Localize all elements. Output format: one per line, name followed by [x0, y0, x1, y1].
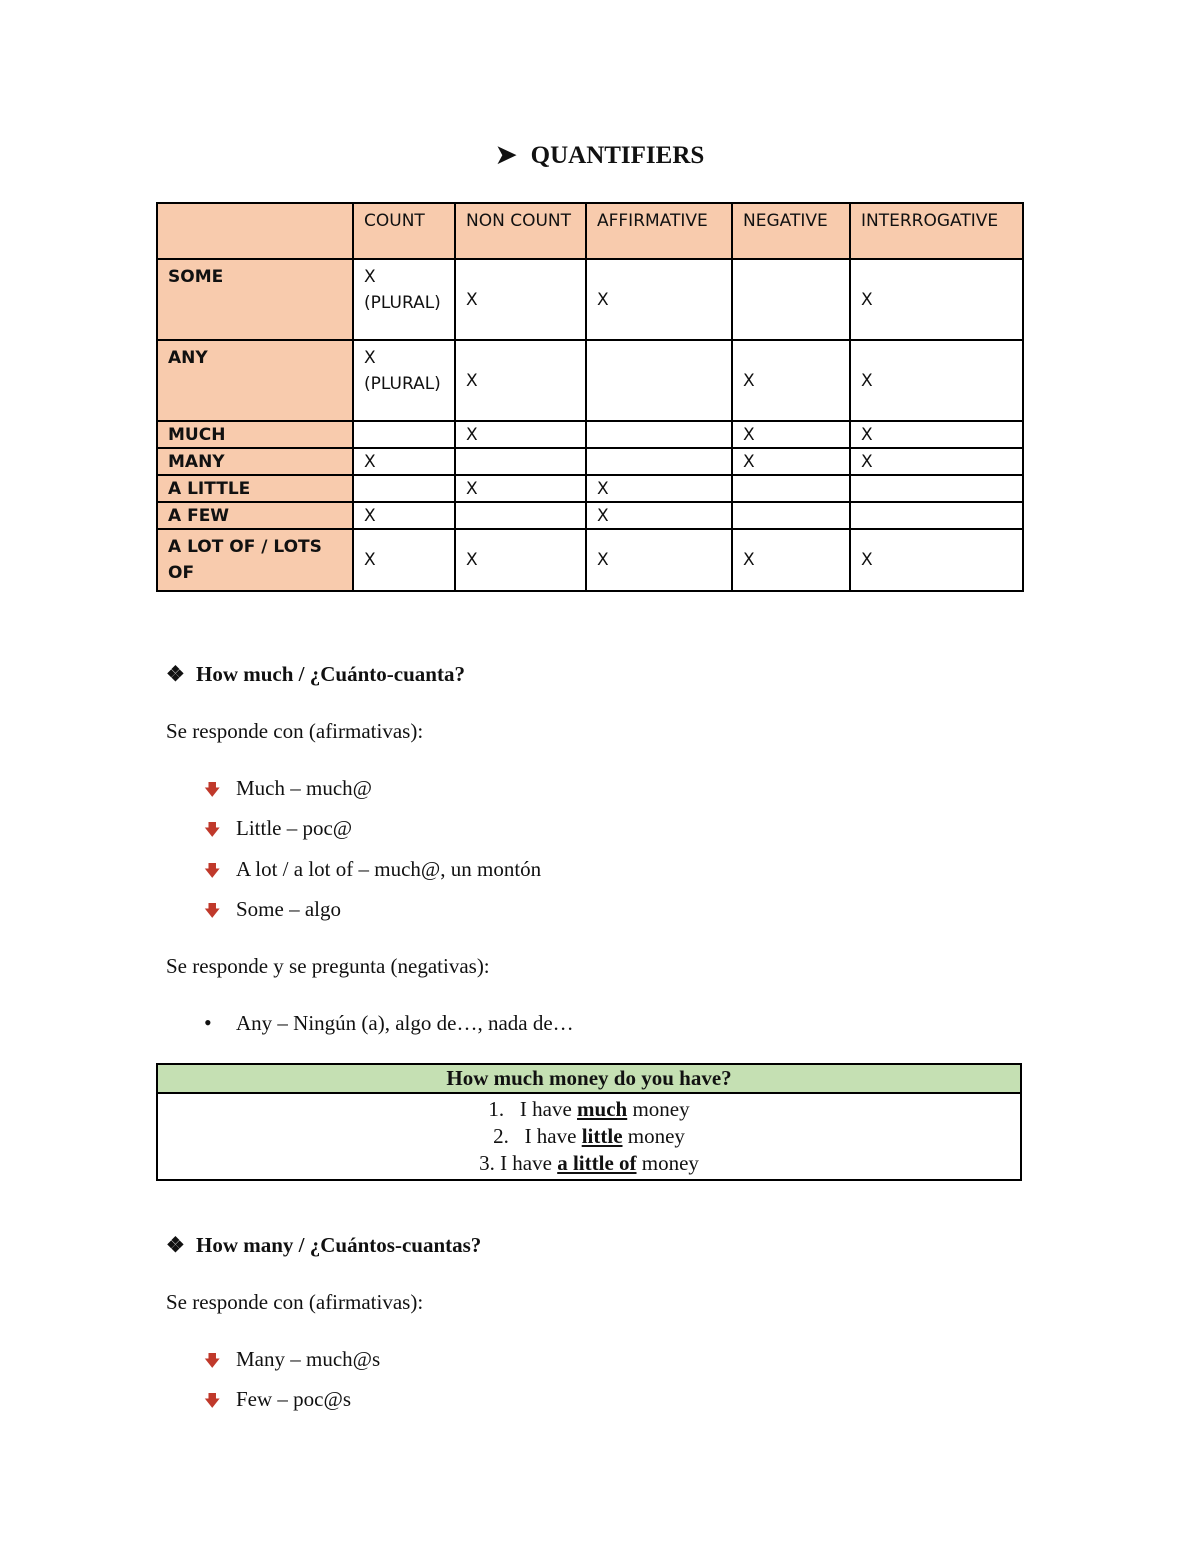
table-cell: X: [732, 340, 850, 421]
table-cell: X: [455, 475, 586, 502]
table-cell: X: [850, 259, 1023, 340]
table-cell: X: [353, 529, 455, 591]
table-row: [157, 529, 1023, 591]
arrow-down-bullet-icon: 🡇: [204, 822, 221, 839]
line-number: 2.: [493, 1124, 509, 1148]
line-post: money: [641, 1151, 699, 1175]
header-cell-negative: NEGATIVE: [732, 203, 850, 259]
list-item: [204, 1010, 574, 1036]
header-cell-interrogative: INTERROGATIVE: [850, 203, 1023, 259]
example-line: [158, 1123, 1020, 1150]
example-header-row: [157, 1064, 1021, 1093]
example-table: [156, 1063, 1022, 1181]
example-line: [158, 1150, 1020, 1177]
table-cell: X: [455, 529, 586, 591]
diamond-bullet-icon: ❖: [166, 662, 185, 686]
table-cell: [586, 448, 732, 475]
line-post: money: [632, 1097, 690, 1121]
arrow-down-bullet-icon: 🡇: [204, 782, 221, 799]
list-item: [204, 857, 541, 887]
table-cell: [732, 475, 850, 502]
paragraph: Se responde con (afirmativas):: [166, 1290, 424, 1314]
arrow-down-bullet-icon: 🡇: [204, 863, 221, 880]
line-number: 3.: [479, 1151, 495, 1175]
table-cell: X: [732, 529, 850, 591]
header-cell-non-count: NON COUNT: [455, 203, 586, 259]
table-cell: X: [586, 259, 732, 340]
row-label: A LITTLE: [157, 475, 353, 502]
example-body-row: [157, 1093, 1021, 1180]
arrow-bullet-icon: ➤: [495, 142, 517, 169]
table-cell: [850, 475, 1023, 502]
list-item: [204, 1347, 380, 1377]
table-cell: X: [455, 421, 586, 448]
title-text: QUANTIFIERS: [530, 142, 705, 169]
header-cell-affirmative: AFFIRMATIVE: [586, 203, 732, 259]
dot-bullet-icon: •: [204, 1010, 212, 1035]
table-row: [157, 502, 1023, 529]
table-cell: X: [586, 502, 732, 529]
table-cell: X (PLURAL): [353, 259, 455, 340]
list-item-text: Little – poc@: [236, 816, 353, 840]
row-label: A LOT OF / LOTS OF: [157, 529, 353, 591]
row-label: SOME: [157, 259, 353, 340]
table-cell: X: [586, 475, 732, 502]
list-item-text: Many – much@s: [236, 1347, 381, 1371]
quantifiers-table: [156, 202, 1024, 592]
header-cell-empty: [157, 203, 353, 259]
list-item: [204, 1387, 351, 1417]
table-row: [157, 340, 1023, 421]
table-cell: [732, 259, 850, 340]
paragraph: Se responde con (afirmativas):: [166, 719, 424, 743]
table-row: [157, 421, 1023, 448]
list-item-text: Some – algo: [236, 897, 341, 921]
table-cell: X (PLURAL): [353, 340, 455, 421]
table-row: [157, 448, 1023, 475]
table-cell: X: [850, 529, 1023, 591]
list-item: [204, 897, 341, 927]
diamond-bullet-icon: ❖: [166, 1233, 185, 1257]
table-cell: [732, 502, 850, 529]
list-item-text: A lot / a lot of – much@, un montón: [236, 857, 542, 881]
table-cell: [850, 502, 1023, 529]
list-item: [204, 776, 372, 806]
table-cell: X: [732, 421, 850, 448]
row-label: MANY: [157, 448, 353, 475]
table-cell: X: [850, 421, 1023, 448]
table-row: [157, 475, 1023, 502]
row-label: MUCH: [157, 421, 353, 448]
table-cell: X: [586, 529, 732, 591]
line-pre: I have: [519, 1097, 572, 1121]
section-heading-how-much: [166, 662, 465, 687]
arrow-down-bullet-icon: 🡇: [204, 903, 221, 920]
table-header-row: [157, 203, 1023, 259]
line-emphasis: a little of: [557, 1151, 637, 1175]
table-cell: X: [353, 502, 455, 529]
header-cell-count: COUNT: [353, 203, 455, 259]
table-cell: [586, 340, 732, 421]
table-row: [157, 259, 1023, 340]
example-answers: [157, 1093, 1021, 1180]
paragraph: Se responde y se pregunta (negativas):: [166, 954, 490, 978]
line-pre: I have: [524, 1124, 577, 1148]
arrow-down-bullet-icon: 🡇: [204, 1393, 221, 1410]
example-line: [158, 1096, 1020, 1123]
page-title: [0, 140, 1200, 170]
line-pre: I have: [500, 1151, 552, 1175]
table-cell: X: [455, 340, 586, 421]
table-cell: [353, 475, 455, 502]
table-cell: X: [353, 448, 455, 475]
example-question: How much money do you have?: [157, 1064, 1021, 1093]
row-label: ANY: [157, 340, 353, 421]
table-cell: X: [850, 340, 1023, 421]
list-item-text: Few – poc@s: [236, 1387, 351, 1411]
list-item: [204, 816, 352, 846]
table-cell: [353, 421, 455, 448]
table-cell: X: [455, 259, 586, 340]
table-cell: [455, 502, 586, 529]
table-cell: [455, 448, 586, 475]
line-emphasis: much: [577, 1097, 628, 1121]
line-emphasis: little: [581, 1124, 623, 1148]
table-cell: X: [732, 448, 850, 475]
row-label: A FEW: [157, 502, 353, 529]
table-cell: [586, 421, 732, 448]
line-post: money: [627, 1124, 685, 1148]
heading-text: How much / ¿Cuánto-cuanta?: [196, 662, 465, 686]
list-item-text: Any – Ningún (a), algo de…, nada de…: [236, 1011, 574, 1035]
section-heading-how-many: [166, 1233, 481, 1258]
line-number: 1.: [488, 1097, 505, 1121]
heading-text: How many / ¿Cuántos-cuantas?: [196, 1233, 482, 1257]
list-item-text: Much – much@: [236, 776, 372, 800]
arrow-down-bullet-icon: 🡇: [204, 1353, 221, 1370]
table-cell: X: [850, 448, 1023, 475]
